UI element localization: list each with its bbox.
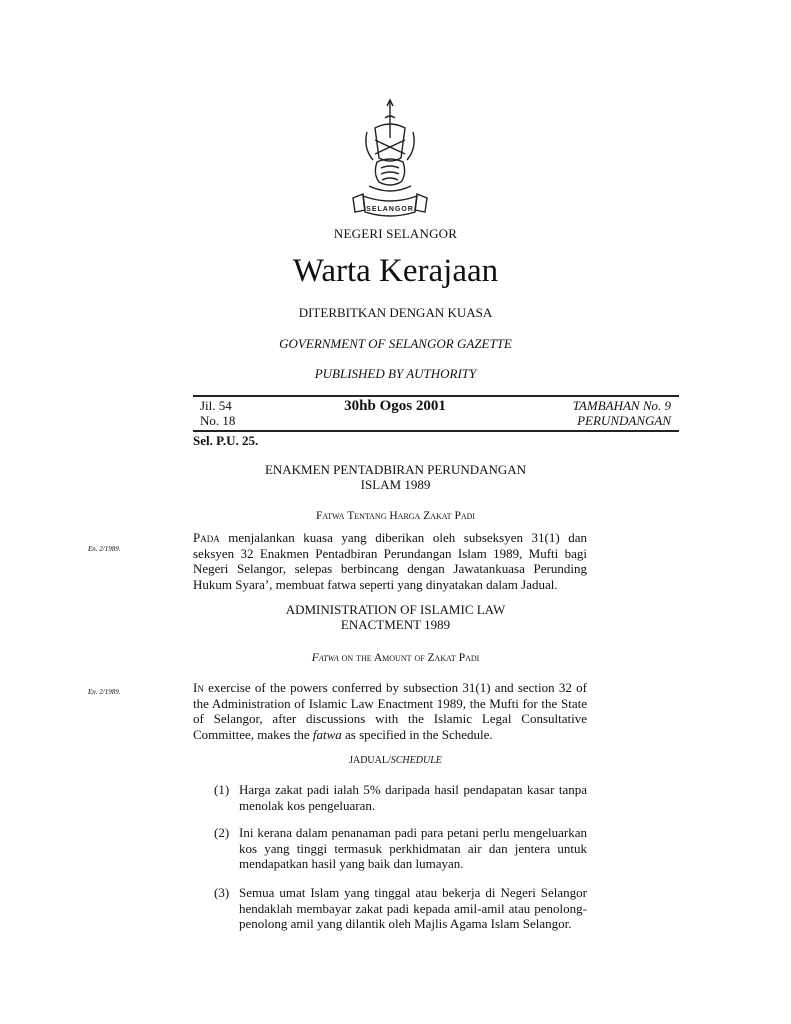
- enactment-heading-ms-line1: ENAKMEN PENTADBIRAN PERUNDANGAN: [264, 462, 527, 477]
- schedule-item: [214, 885, 587, 932]
- header-rule-top: [193, 395, 679, 397]
- category-label: PERUNDANGAN: [577, 413, 671, 428]
- header-rule-bottom: [193, 430, 679, 432]
- schedule-item-number: (3): [214, 885, 230, 900]
- published-by-ms: DITERBITKAN DENGAN KUASA: [298, 305, 493, 320]
- enactment-heading-en-line1: ADMINISTRATION OF ISLAMIC LAW: [285, 602, 506, 617]
- pu-reference: Sel. P.U. 25.: [193, 433, 259, 448]
- schedule-item-number: (1): [214, 782, 230, 797]
- paragraph-en-body-2: as specified in the Schedule.: [341, 726, 493, 742]
- issue-volume: [200, 398, 235, 428]
- enactment-heading-en-line2: ENACTMENT 1989: [340, 617, 451, 632]
- volume-label: Jil. 54: [200, 398, 232, 413]
- state-name: NEGERI SELANGOR: [333, 226, 458, 241]
- published-by-en: PUBLISHED BY AUTHORITY: [314, 366, 477, 381]
- selangor-crest-icon: [345, 98, 435, 226]
- schedule-item-text: Ini kerana dalam penanaman padi para petani perlu mengeluarkan kos yang tinggi termasuk perkhidmatan air dan jentera untuk mendapatkan hasil yang baik dan lumayan.: [239, 825, 587, 871]
- schedule-item: [214, 825, 587, 872]
- number-label: No. 18: [200, 413, 236, 428]
- lead-word-en: In: [193, 680, 204, 695]
- schedule-label-en: SCHEDULE: [390, 755, 442, 766]
- schedule-item-number: (2): [214, 825, 230, 840]
- gazette-title: Warta Kerajaan: [292, 253, 499, 289]
- paragraph-en: [193, 680, 587, 742]
- schedule-item: [214, 782, 587, 813]
- supplement-label: TAMBAHAN No. 9: [572, 398, 671, 413]
- enactment-heading-ms-line2: ISLAM 1989: [360, 477, 431, 492]
- issue-date: 30hb Ogos 2001: [344, 398, 446, 414]
- schedule-label-ms: JADUAL/: [349, 755, 391, 766]
- paragraph-en-body-1: exercise of the powers conferred by subsection 31(1) and section 32 of the Administration of Islamic Law Enactment 1989, the Mufti for the State of Selangor, after discussions with the Islamic Legal Consultative Committee, makes the: [193, 680, 587, 742]
- enactment-heading-en: [0, 602, 791, 632]
- schedule-item-text: Harga zakat padi ialah 5% daripada hasil pendapatan kasar tanpa menolak kos pengeluaran.: [239, 782, 587, 813]
- crest-banner-text: SELANGOR: [366, 206, 414, 213]
- fatwa-word: Fatwa: [311, 652, 339, 664]
- margin-note-en: En. 2/1989.: [88, 688, 121, 696]
- paragraph-ms: [193, 530, 587, 592]
- gazette-name-en: GOVERNMENT OF SELANGOR GAZETTE: [279, 336, 512, 351]
- fatwa-title-en-rest: on the Amount of Zakat Padi: [338, 652, 480, 664]
- enactment-heading-ms: [0, 462, 791, 492]
- schedule-item-text: Semua umat Islam yang tinggal atau bekerja di Negeri Selangor hendaklah membayar zakat padi kepada amil-amil atau penolong-penolong amil yang dilantik oleh Majlis Agama Islam Selangor.: [239, 885, 587, 931]
- margin-note-ms: En. 2/1989.: [88, 545, 121, 553]
- lead-word-ms: Pada: [193, 530, 220, 545]
- fatwa-title-ms: Fatwa Tentang Harga Zakat Padi: [315, 510, 476, 522]
- paragraph-en-italic: fatwa: [312, 726, 342, 742]
- fatwa-title-en: [0, 652, 791, 664]
- paragraph-ms-body: menjalankan kuasa yang diberikan oleh subseksyen 31(1) dan seksyen 32 Enakmen Pentadbiran Perundangan Islam 1989, Mufti bagi Negeri Selangor, selepas berbincang dengan Jawatankuasa Perunding Hukum Syara’, membuat fatwa seperti yang dinyatakan dalam Jadual.: [193, 530, 587, 592]
- issue-supplement: [573, 398, 671, 428]
- schedule-heading: [0, 755, 791, 766]
